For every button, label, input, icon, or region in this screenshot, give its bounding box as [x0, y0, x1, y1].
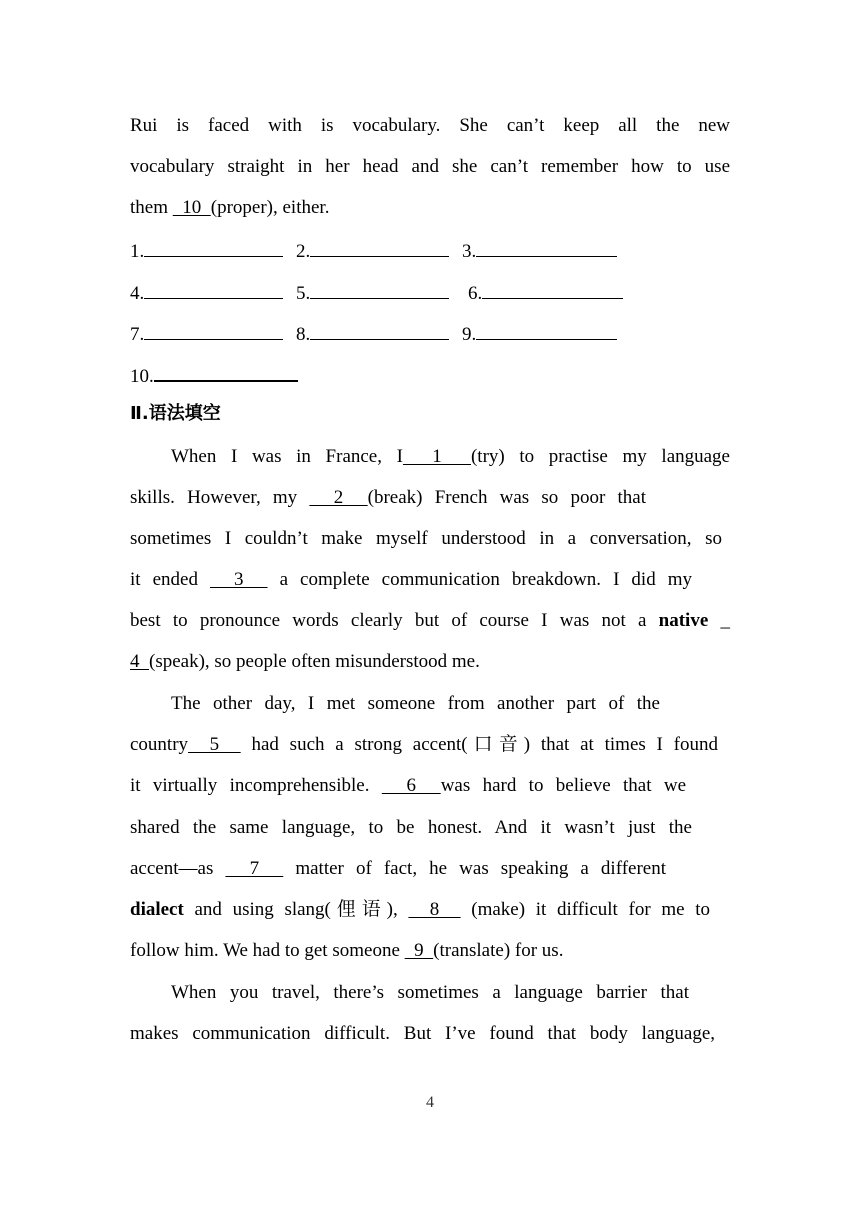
passage-line — [130, 568, 692, 592]
blank-2: 2 — [309, 487, 368, 508]
blank-8: 8 — [408, 899, 461, 920]
bold-word-dialect: dialect — [130, 899, 184, 920]
text: was hard to believe that we — [440, 775, 687, 796]
blank-1: 1 — [402, 446, 471, 467]
answer-label: 9. — [462, 324, 477, 345]
answer-row — [130, 238, 730, 262]
answer-blank-1[interactable] — [144, 238, 283, 257]
text: follow him. We had to get someone — [130, 940, 405, 961]
text: (make) it difficult for me to — [460, 899, 710, 920]
blank-3: 3 — [209, 569, 268, 590]
answer-blank-2[interactable] — [310, 238, 449, 257]
passage-line — [130, 486, 646, 510]
answer-label: 1. — [130, 241, 145, 262]
answer-blank-9[interactable] — [476, 321, 617, 340]
answer-blank-4[interactable] — [144, 280, 283, 299]
passage-line — [171, 445, 730, 469]
answer-label: 4. — [130, 283, 145, 304]
answer-blank-5[interactable] — [310, 280, 449, 299]
text: them — [130, 197, 173, 218]
passage-line — [130, 857, 666, 881]
text: (speak), so people often misunderstood me. — [149, 651, 480, 672]
bold-word-native: native — [658, 610, 709, 631]
text: (break) French was so poor that — [367, 487, 647, 508]
page-number: 4 — [426, 1094, 434, 1111]
text: matter of fact, he was speaking a different — [283, 858, 666, 879]
answer-label: 7. — [130, 324, 145, 345]
text: it ended — [130, 569, 210, 590]
answer-blank-7[interactable] — [144, 321, 283, 340]
text: When I was in France, I — [171, 446, 403, 467]
passage-line — [130, 733, 718, 757]
blank-7: 7 — [225, 858, 284, 879]
text: best to pronounce words clearly but of course I was not a — [130, 610, 659, 631]
passage-line — [130, 774, 686, 798]
text: it virtually incomprehensible. — [130, 775, 382, 796]
answer-label: 10. — [130, 366, 154, 387]
answer-label: 5. — [296, 283, 311, 304]
passage-line: When you travel, there’s sometimes a language barrier that — [171, 982, 689, 1003]
answer-label: 6. — [468, 283, 483, 304]
passage-line: Rui is faced with is vocabulary. She can’t keep all the new — [130, 115, 730, 136]
text: a complete communication breakdown. I did my — [267, 569, 692, 590]
passage-line: sometimes I couldn’t make myself understood in a conversation, so — [130, 528, 722, 549]
blank-5: 5 — [188, 734, 241, 755]
answer-blank-8[interactable] — [310, 321, 449, 340]
passage-line — [130, 939, 730, 963]
answer-blank-6[interactable] — [482, 280, 623, 299]
text: country — [130, 734, 189, 755]
section-heading: Ⅱ.语法填空 — [130, 403, 221, 424]
text: (proper), either. — [210, 197, 330, 218]
text: (translate) for us. — [433, 940, 564, 961]
answer-row — [130, 362, 730, 386]
answer-label: 2. — [296, 241, 311, 262]
passage-line — [130, 609, 730, 633]
blank-9: 9 — [404, 940, 434, 961]
passage-line: vocabulary straight in her head and she can’t remember how to use — [130, 156, 730, 177]
text: skills. However, my — [130, 487, 310, 508]
text: and using slang(俚语), — [183, 899, 409, 920]
passage-line: shared the same language, to be honest. And it wasn’t just the — [130, 817, 692, 838]
answer-row — [130, 280, 730, 304]
passage-line — [130, 650, 730, 674]
answer-label: 3. — [462, 241, 477, 262]
blank-10: 10 — [172, 197, 211, 218]
answer-label: 8. — [296, 324, 311, 345]
text: accent—as — [130, 858, 226, 879]
blank-6: 6 — [381, 775, 441, 796]
passage-line: The other day, I met someone from another part of the — [171, 693, 660, 714]
answer-blank-10[interactable] — [154, 362, 298, 382]
answer-blank-3[interactable] — [476, 238, 617, 257]
blank-4: 4 — [130, 651, 149, 672]
passage-line: makes communication difficult. But I’ve found that body language, — [130, 1023, 715, 1044]
answer-row — [130, 321, 730, 345]
text: _ — [708, 610, 730, 631]
passage-line — [130, 196, 730, 220]
text: had such a strong accent(口音) that at times I found — [240, 734, 718, 755]
text: (try) to practise my language — [470, 446, 730, 467]
passage-line — [130, 898, 710, 922]
